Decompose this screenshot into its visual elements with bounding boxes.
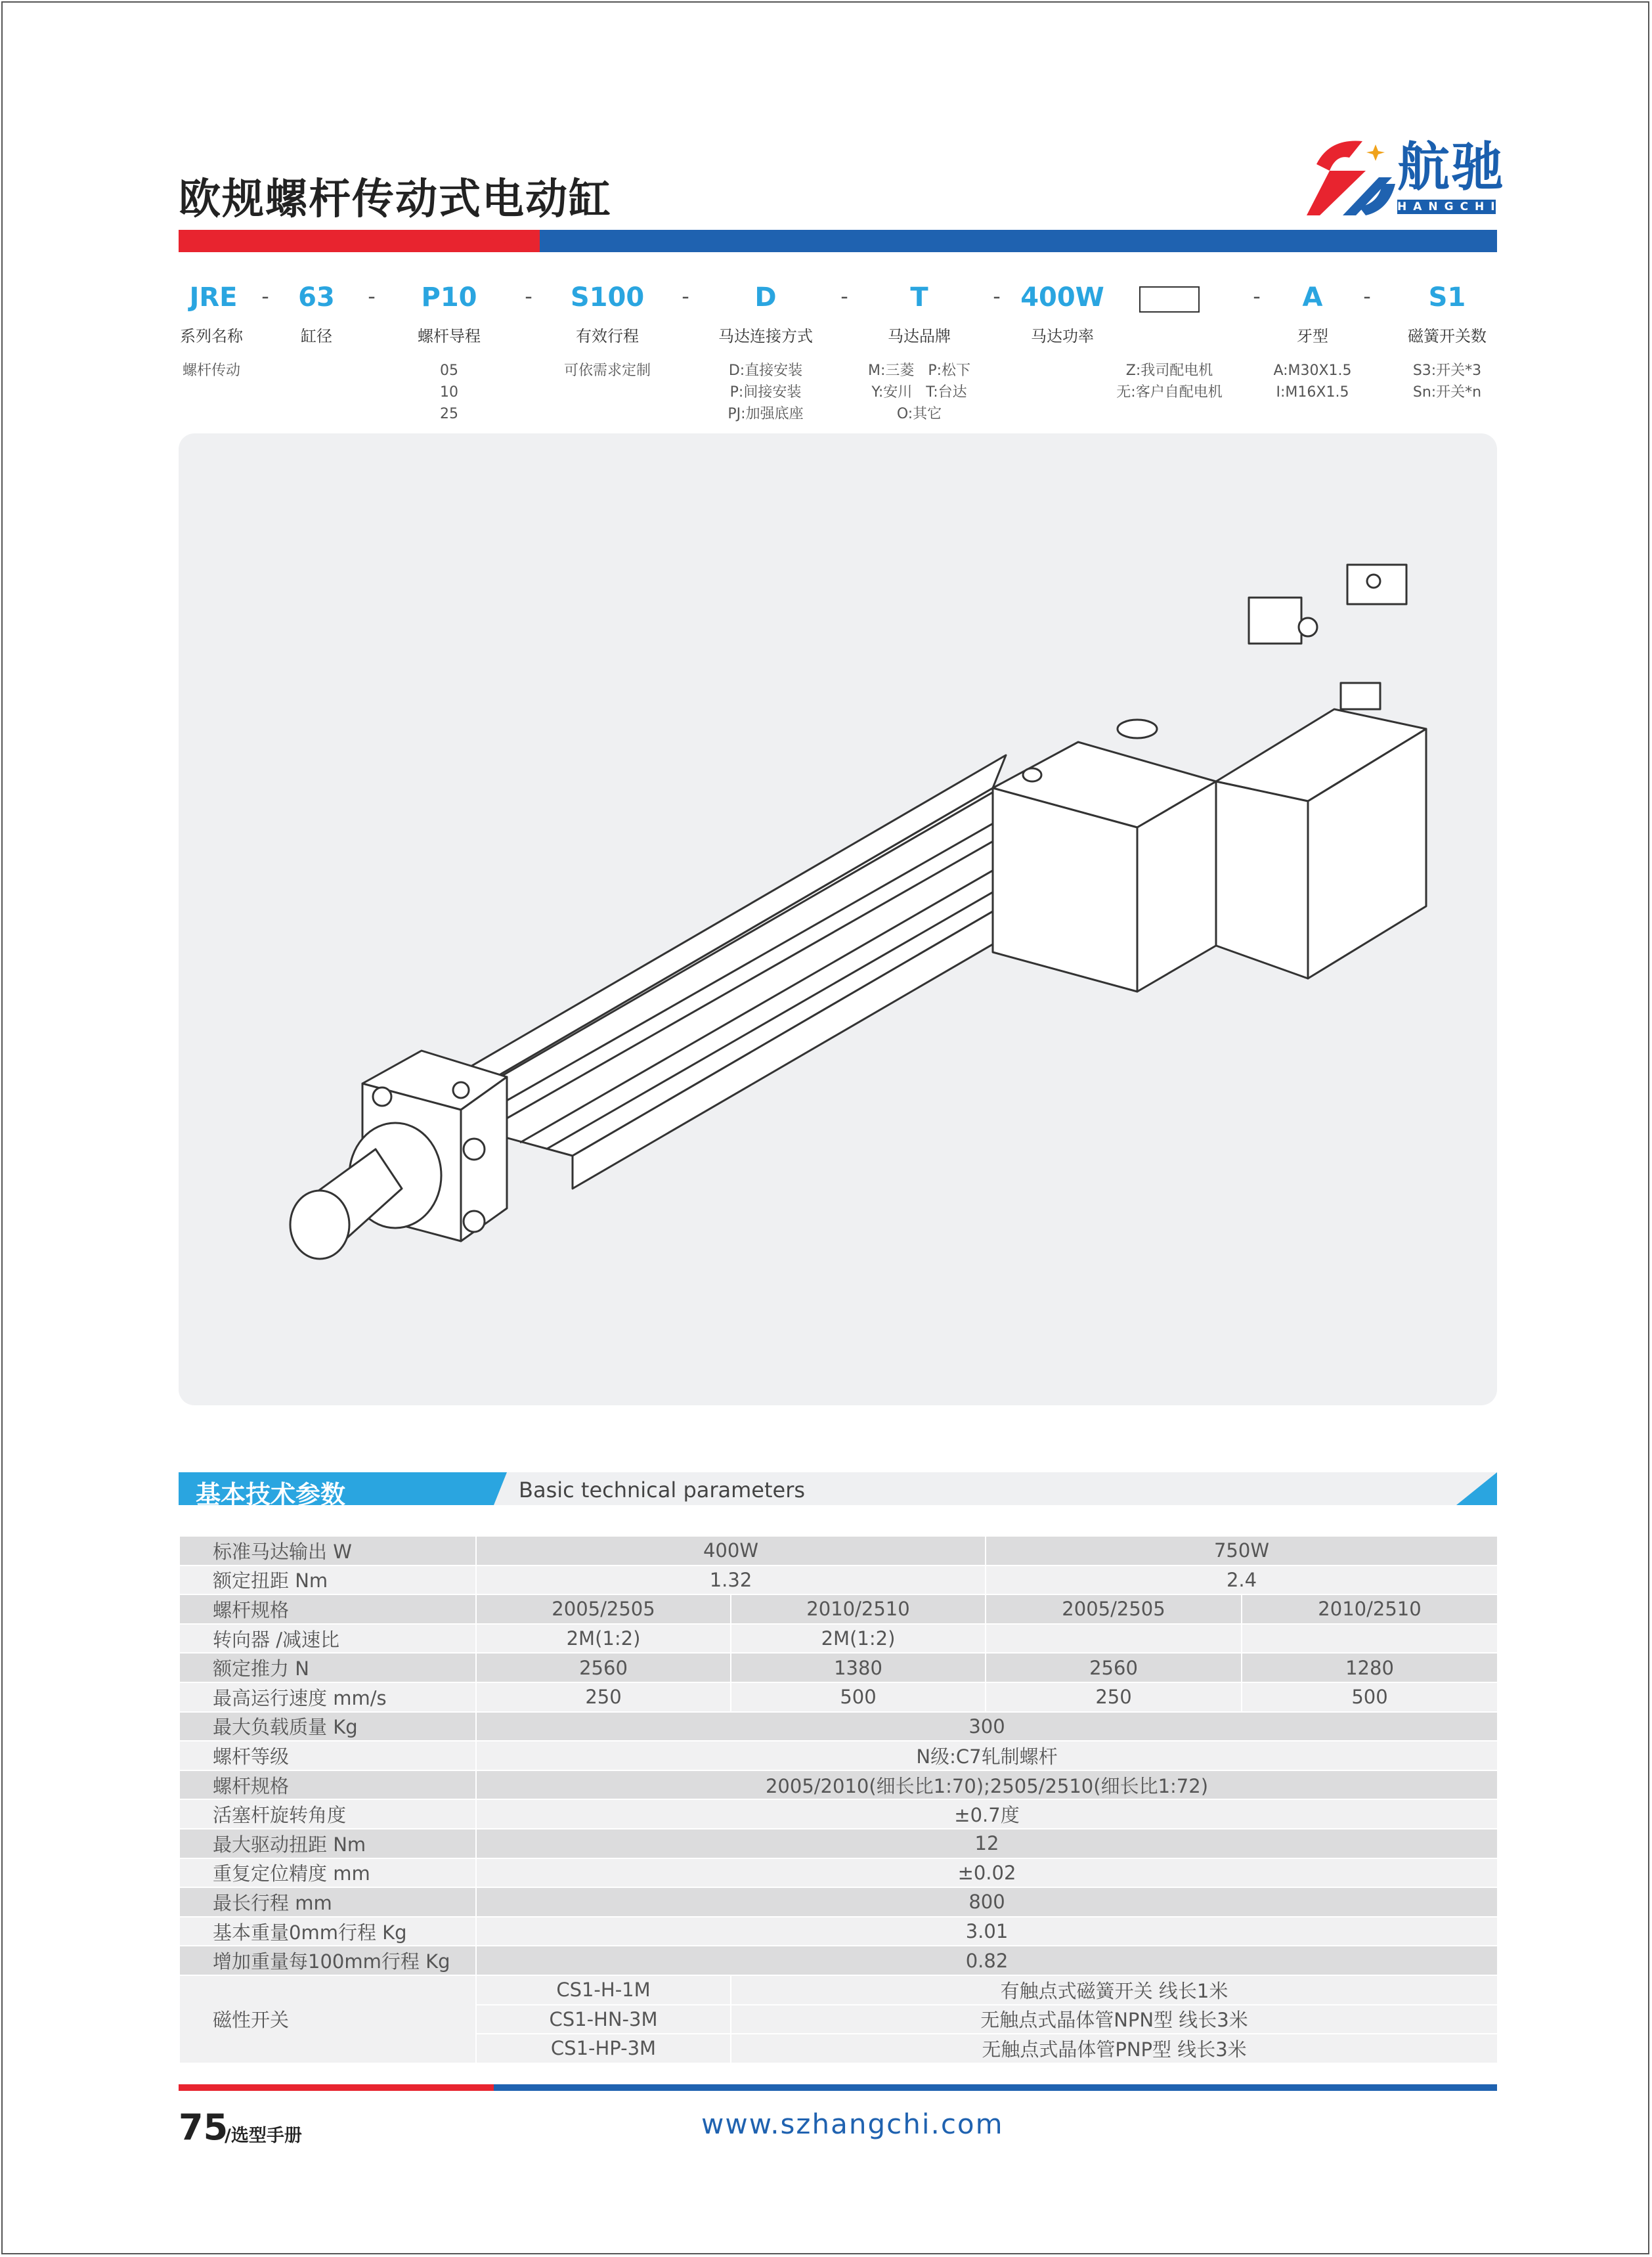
code-dash: - xyxy=(682,284,689,309)
row-label: 活塞杆旋转角度 xyxy=(179,1799,476,1829)
logo-name: 航驰 xyxy=(1397,137,1505,198)
table-cell: 3.01 xyxy=(476,1917,1498,1946)
table-cell: 2005/2505 xyxy=(476,1594,731,1624)
table-cell: CS1-HP-3M xyxy=(476,2034,731,2063)
code-motor-option-box xyxy=(1139,286,1200,313)
table-row xyxy=(179,1741,1498,1770)
options-switch-count: S3:开关*3 Sn:开关*n xyxy=(1412,362,1482,401)
table-cell: 750W xyxy=(986,1536,1498,1566)
label-switch-count: 磁簧开关数 xyxy=(1408,327,1487,345)
table-cell: 2.4 xyxy=(986,1566,1498,1595)
table-cell: 400W xyxy=(476,1536,986,1566)
table-cell: N级:C7轧制螺杆 xyxy=(476,1741,1498,1770)
footer-bar-blue xyxy=(453,2084,1497,2091)
row-label: 最高运行速度 mm/s xyxy=(179,1682,476,1712)
row-label: 最大驱动扭距 Nm xyxy=(179,1829,476,1858)
options-lead: 05 10 25 xyxy=(440,362,458,422)
table-cell: 250 xyxy=(986,1682,1242,1712)
label-lead: 螺杆导程 xyxy=(418,327,481,345)
label-motor-power: 马达功率 xyxy=(1031,327,1094,345)
row-label: 螺杆等级 xyxy=(179,1741,476,1770)
table-row xyxy=(179,1712,1498,1742)
table-cell: 0.82 xyxy=(476,1946,1498,1975)
table-cell: CS1-HN-3M xyxy=(476,2005,731,2034)
table-cell: CS1-H-1M xyxy=(476,1975,731,2005)
code-dash: - xyxy=(525,284,533,309)
table-row xyxy=(179,1946,1498,1975)
label-motor-brand: 马达品牌 xyxy=(888,327,951,345)
table-cell: ±0.02 xyxy=(476,1858,1498,1888)
header-bar-cut xyxy=(460,230,538,252)
logo-subtitle: HANGCHI xyxy=(1397,200,1502,213)
table-cell: 2M(1:2) xyxy=(476,1624,731,1654)
table-row xyxy=(179,1682,1498,1712)
table-cell: 有触点式磁簧开关 线长1米 xyxy=(731,1975,1498,2005)
catalog-name: /选型手册 xyxy=(225,2126,302,2146)
code-motor-mount: D xyxy=(754,282,777,313)
table-cell: 500 xyxy=(1242,1682,1498,1712)
row-label: 增加重量每100mm行程 Kg xyxy=(179,1946,476,1975)
options-motor-supply: Z:我司配电机 无:客户自配电机 xyxy=(1116,362,1223,401)
table-row xyxy=(179,1536,1498,1566)
table-cell: 1380 xyxy=(731,1653,986,1682)
row-label: 螺杆规格 xyxy=(179,1594,476,1624)
label-bore: 缸径 xyxy=(301,327,332,345)
table-cell: 800 xyxy=(476,1887,1498,1917)
table-cell: 2560 xyxy=(986,1653,1242,1682)
table-cell: 2005/2010(细长比1:70);2505/2510(细长比1:72) xyxy=(476,1770,1498,1800)
row-label: 重复定位精度 mm xyxy=(179,1858,476,1888)
row-label: 基本重量0mm行程 Kg xyxy=(179,1917,476,1946)
table-cell: 无触点式晶体管NPN型 线长3米 xyxy=(731,2005,1498,2034)
table-cell: 2010/2510 xyxy=(731,1594,986,1624)
page-title: 欧规螺杆传动式电动缸 xyxy=(179,175,612,224)
table-cell: 250 xyxy=(476,1682,731,1712)
table-cell: 2005/2505 xyxy=(986,1594,1242,1624)
code-stroke: S100 xyxy=(570,282,645,313)
code-dash: - xyxy=(1253,284,1261,309)
code-dash: - xyxy=(261,284,269,309)
section-title-en: Basic technical parameters xyxy=(519,1478,806,1502)
header-bar-blue xyxy=(473,230,1497,252)
code-dash: - xyxy=(840,284,848,309)
table-row xyxy=(179,1653,1498,1682)
table-cell: 无触点式晶体管PNP型 线长3米 xyxy=(731,2034,1498,2063)
code-dash: - xyxy=(993,284,1001,309)
electric-cylinder-drawing xyxy=(179,433,1497,1405)
section-header-cut xyxy=(494,1472,507,1505)
label-stroke: 有效行程 xyxy=(576,327,639,345)
section-title-cn: 基本技术参数 xyxy=(196,1480,346,1509)
code-switch-count: S1 xyxy=(1428,282,1466,313)
code-lead: P10 xyxy=(421,282,477,313)
row-label: 额定推力 N xyxy=(179,1653,476,1682)
code-bore: 63 xyxy=(298,282,335,313)
options-series: 螺杆传动 xyxy=(182,362,240,379)
website-link[interactable]: www.szhangchi.com xyxy=(701,2108,1004,2140)
row-label: 转向器 /减速比 xyxy=(179,1624,476,1654)
table-row xyxy=(179,1770,1498,1800)
table-cell: 2010/2510 xyxy=(1242,1594,1498,1624)
page-number: 75 xyxy=(179,2107,228,2148)
table-row xyxy=(179,1594,1498,1624)
label-series: 系列名称 xyxy=(180,327,243,345)
table-cell: 500 xyxy=(731,1682,986,1712)
options-motor-mount: D:直接安装 P:间接安装 PJ:加强底座 xyxy=(728,362,804,422)
table-row xyxy=(179,1829,1498,1858)
label-motor-mount: 马达连接方式 xyxy=(718,327,813,345)
row-label: 最长行程 mm xyxy=(179,1887,476,1917)
code-motor-brand: T xyxy=(910,282,928,313)
row-label: 螺杆规格 xyxy=(179,1770,476,1800)
table-cell: 300 xyxy=(476,1712,1498,1742)
row-label: 标准马达输出 W xyxy=(179,1536,476,1566)
table-cell: 1.32 xyxy=(476,1566,986,1595)
code-dash: - xyxy=(368,284,376,309)
options-thread: A:M30X1.5 I:M16X1.5 xyxy=(1273,362,1352,401)
code-series: JRE xyxy=(189,282,238,313)
table-cell: 12 xyxy=(476,1829,1498,1858)
table-cell xyxy=(1242,1624,1498,1654)
table-cell: 2M(1:2) xyxy=(731,1624,986,1654)
table-row xyxy=(179,1858,1498,1888)
row-label: 磁性开关 xyxy=(179,1975,476,2063)
table-row xyxy=(179,1917,1498,1946)
label-thread: 牙型 xyxy=(1297,327,1328,345)
spec-table xyxy=(179,1535,1498,2064)
table-cell: ±0.7度 xyxy=(476,1799,1498,1829)
table-cell: 1280 xyxy=(1242,1653,1498,1682)
section-header-triangle xyxy=(1456,1472,1497,1505)
row-label: 最大负载质量 Kg xyxy=(179,1712,476,1742)
table-cell: 2560 xyxy=(476,1653,731,1682)
product-image-panel xyxy=(179,433,1497,1405)
options-motor-brand: M:三菱 P:松下 Y:安川 T:台达 O:其它 xyxy=(867,362,971,422)
table-row xyxy=(179,1624,1498,1654)
table-row xyxy=(179,1566,1498,1595)
footer-bar-red xyxy=(179,2084,494,2091)
table-row xyxy=(179,1887,1498,1917)
code-thread: A xyxy=(1302,282,1323,313)
row-label: 额定扭距 Nm xyxy=(179,1566,476,1595)
options-stroke: 可依需求定制 xyxy=(563,362,651,379)
code-motor-power: 400W xyxy=(1020,282,1104,313)
table-row xyxy=(179,1975,1498,2005)
table-cell xyxy=(986,1624,1242,1654)
code-dash: - xyxy=(1363,284,1371,309)
table-row xyxy=(179,1799,1498,1829)
